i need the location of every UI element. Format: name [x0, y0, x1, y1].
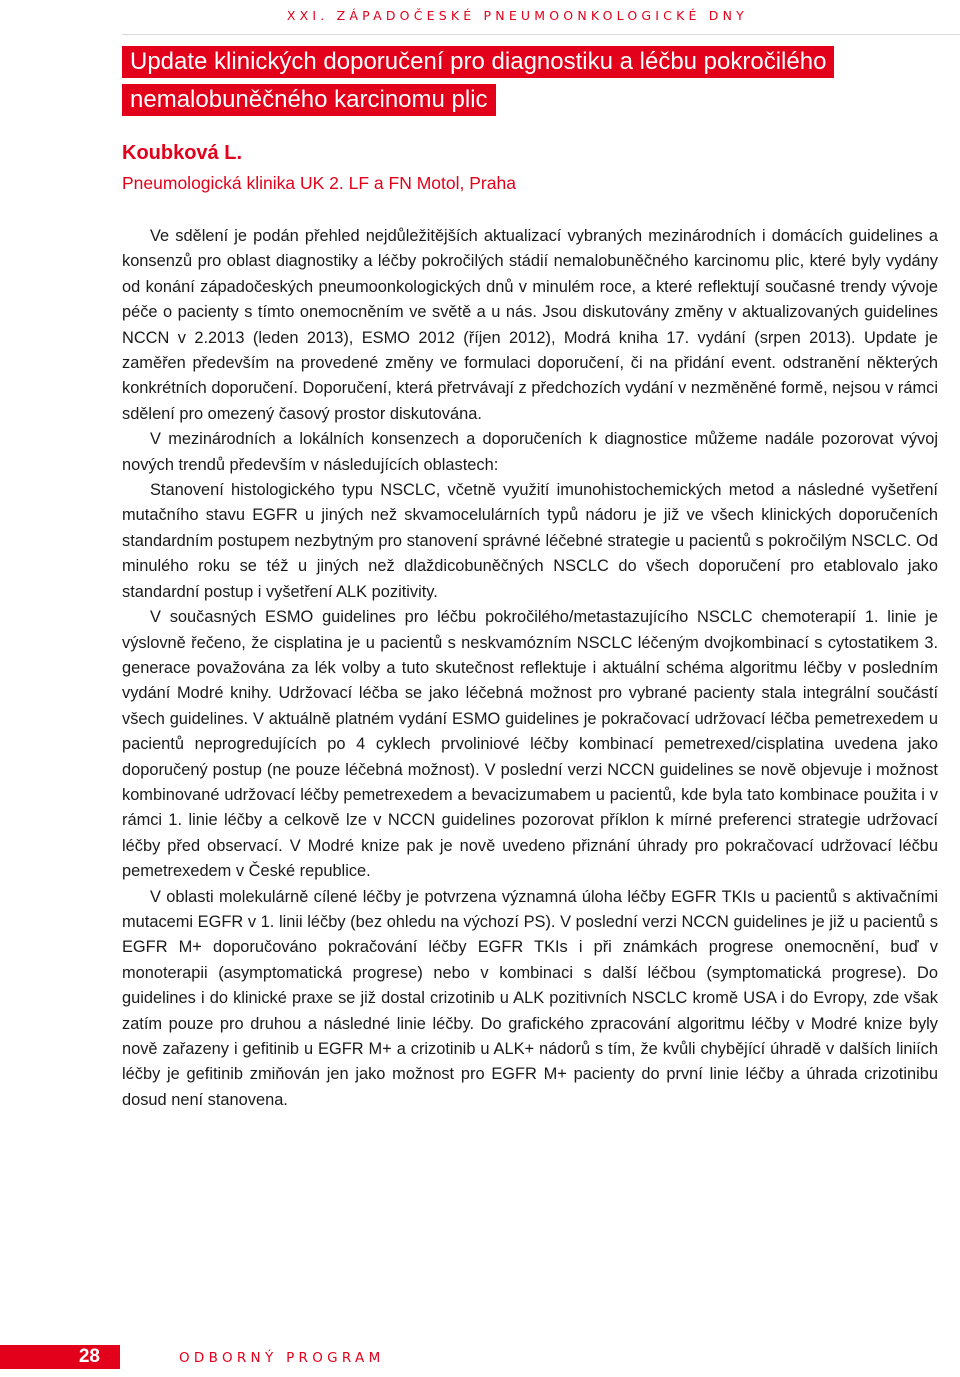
- paragraph: Stanovení histologického typu NSCLC, včetně využití imunohistochemických metod a následné vyšetření mutačního stavu EGFR u jiných než skvamocelulárních typů nádoru je již ve všech klinických doporučeních standardním postupem nezbytným pro stanovení správné léčebné strategie u pacientů s pokročilým NSCLC. Od minulého roku se též u jiných než dlaždicobuněčných NSCLC do všech doporučení pro etablovalo jako standardní postup i vyšetření ALK pozitivity.: [122, 481, 938, 601]
- article-body: [122, 224, 938, 1113]
- conference-header: XXI. ZÁPADOČESKÉ PNEUMOONKOLOGICKÉ DNY: [286, 8, 748, 23]
- page-number-box: [0, 1345, 120, 1369]
- header-divider: [122, 34, 960, 35]
- section-label: ODBORNÝ PROGRAM: [179, 1350, 385, 1366]
- paragraph: V mezinárodních a lokálních konsenzech a doporučeních k diagnostice můžeme nadále pozorovat vývoj nových trendů především v následujících oblastech:: [122, 430, 938, 474]
- article-title: [122, 46, 882, 116]
- page-number: 28: [78, 1346, 100, 1367]
- author-name: Koubková L.: [122, 142, 243, 164]
- paragraph: V oblasti molekulárně cílené léčby je potvrzena významná úloha léčby EGFR TKIs u pacientů s aktivačními mutacemi EGFR v 1. linii léčby (bez ohledu na výchozí PS). V poslední verzi NCCN guidelines je již u pacientů s EGFR M+ doporučováno pokračování léčby EGFR TKIs i při známkách progrese onemocnění, buď v monoterapii (asymptomatická progrese) nebo v kombinaci s další léčbou (symptomatická progrese). Do guidelines i do klinické praxe se již dostal crizotinib u ALK pozitivních NSCLC kromě USA i do Evropy, zde však zatím pouze pro druhou a následné linie léčby. Do grafického zpracování algoritmu léčby v Modré knize byly nově zařazeny i gefitinib u EGFR M+ a crizotinib u ALK+ nádorů s tím, že kvůli chybějící úhradě v dalších liniích léčby je gefitinib zmiňován jen jako možnost pro EGFR M+ pacienty do první linie léčby a úhrada crizotinibu dosud není stanovena.: [122, 887, 938, 1109]
- paragraph: V současných ESMO guidelines pro léčbu pokročilého/metastazujícího NSCLC chemoterapií 1. linie je výslovně řečeno, že cisplatina je u pacientů s neskvamózním NSCLC léčeným dvojkombinací s cytostatikem 3. generace považována za lék volby a tuto skutečnost reflektuje i aktuální schéma algoritmu léčby v posledním vydání Modré knihy. Udržovací léčba se jako léčebná možnost pro vybrané pacienty stala integrální součástí všech guidelines. V aktuálně platném vydání ESMO guidelines je pokračovací udržovací léčba pemetrexedem u pacientů neprogredujících po 4 cyklech prvoliniové léčby kombinací pemetrexed/cisplatina uvedena jako doporučený postup (ne pouze léčebná možnost). V poslední verzi NCCN guidelines se nově objevuje i možnost kombinované udržovací léčby pemetrexedem a bevacizumabem u pacientů, kde byla tato kombinace použita i v rámci 1. linie léčby a celkově lze v NCCN guidelines pozorovat příklon k mírné preferenci strategie udržovací léčby před observací. V Modré knize pak je nově uvedeno přiznání úhrady pro pokračovací udržovací léčbu pemetrexedem v České republice.: [122, 608, 938, 881]
- title-line-2: nemalobuněčného karcinomu plic: [122, 84, 496, 116]
- author-affiliation: Pneumologická klinika UK 2. LF a FN Motol, Praha: [122, 173, 516, 193]
- paragraph: Ve sdělení je podán přehled nejdůležitějších aktualizací vybraných mezinárodních i domácích guidelines a konsenzů pro oblast diagnostiky a léčby pokročilých stádií nemalobuněčného karcinomu plic, které byly vydány od konání západočeských pneumoonkologických dnů v minulém roce, a které reflektují současné trendy vývoje péče o pacienty s tímto onemocněním ve světě a u nás. Jsou diskutovány změny v aktualizovaných guidelines NCCN v 2.2013 (leden 2013), ESMO 2012 (říjen 2012), Modrá kniha 17. vydání (srpen 2013). Update je zaměřen především na provedené změny ve formulaci doporučení, či na přidání event. odstranění některých konkrétních doporučení. Doporučení, která přetrvávají z předchozích vydání v nezměněné formě, nejsou v rámci sdělení pro omezený časový prostor diskutována.: [122, 227, 938, 423]
- title-line-1: Update klinických doporučení pro diagnostiku a léčbu pokročilého: [122, 46, 834, 78]
